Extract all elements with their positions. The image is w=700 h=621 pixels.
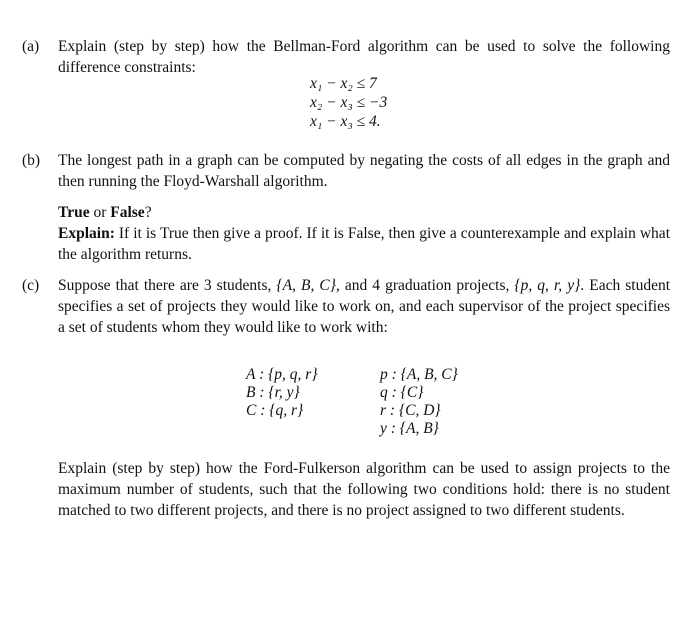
project-pref-r: r : {C, D} (380, 402, 441, 419)
part-c (22, 275, 670, 338)
part-c-label: (c) (22, 277, 40, 294)
student-pref-b: B : {r, y} (246, 384, 300, 401)
part-a-label: (a) (22, 38, 40, 55)
explain-text: If it is True then give a proof. If it is False, then give a counterexample and explain what the algorithm returns. (58, 225, 670, 263)
part-a-text: Explain (step by step) how the Bellman-Ford algorithm can be used to solve the following difference constraints: (58, 38, 670, 76)
part-b-label: (b) (22, 152, 41, 169)
explain-label: Explain: (58, 225, 115, 242)
part-b-question (22, 202, 670, 265)
projects-set: {p, q, r, y} (514, 277, 581, 294)
student-preferences (246, 366, 318, 420)
student-pref-a: A : {p, q, r} (246, 366, 318, 383)
project-pref-p: p : {A, B, C} (380, 366, 458, 383)
constraint-3: x₁ − x₃ ≤ 4. (310, 113, 381, 130)
project-pref-q: q : {C} (380, 384, 424, 401)
project-pref-y: y : {A, B} (380, 420, 439, 437)
constraint-1: x₁ − x₂ ≤ 7 (310, 75, 377, 92)
part-a (22, 36, 670, 78)
explain-instruction (58, 223, 670, 265)
difference-constraints (310, 74, 387, 131)
true-false-line: True or False? (58, 204, 152, 221)
students-set: {A, B, C} (276, 277, 336, 294)
part-c-closing-text: Explain (step by step) how the Ford-Fulkerson algorithm can be used to assign projects to the maximum number of students, such that the following two conditions hold: there is no student matched to two different projects, and there is no project assigned to two different students. (58, 460, 670, 519)
student-pref-c: C : {q, r} (246, 402, 304, 419)
true-label: True (58, 204, 90, 221)
part-b (22, 150, 670, 192)
part-b-text: The longest path in a graph can be computed by negating the costs of all edges in the graph and then running the Floyd-Warshall algorithm. (58, 152, 670, 190)
constraint-2: x₂ − x₃ ≤ −3 (310, 94, 388, 111)
false-label: False (110, 204, 145, 221)
part-c-intro: Suppose that there are 3 students, {A, B, C}, and 4 graduation projects, {p, q, r, y}. Each student specifies a set of projects they would like to work on, and each supervisor of the project specifies a set of students whom they would like to work with: (58, 277, 671, 336)
part-c-closing (22, 458, 670, 521)
project-preferences (380, 366, 458, 438)
